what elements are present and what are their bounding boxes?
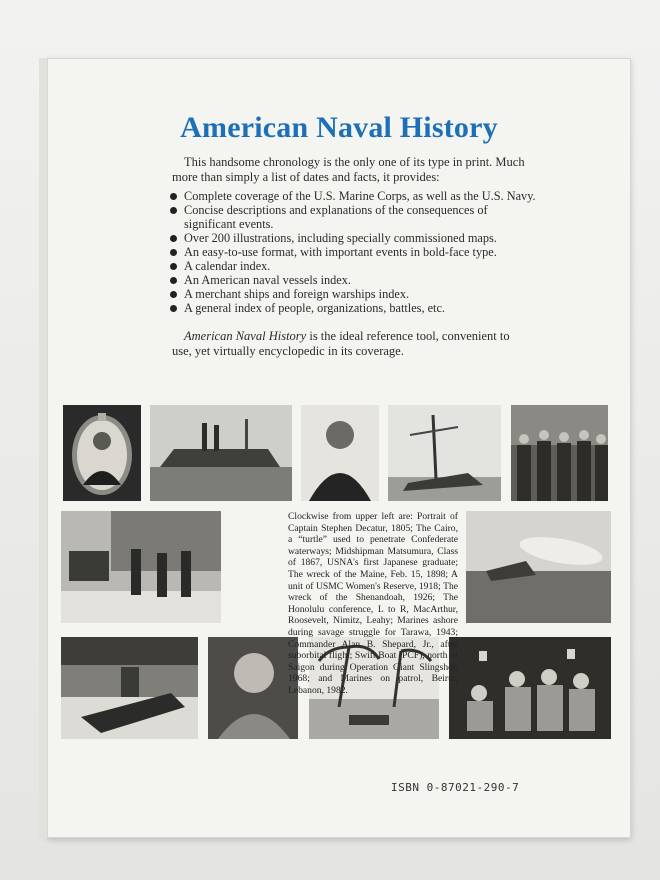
bullet-icon — [170, 277, 177, 284]
photo-matsumura — [301, 405, 379, 501]
feature-list — [170, 189, 540, 315]
book-title: American Naval History — [180, 111, 498, 144]
feature-item: Complete coverage of the U.S. Marine Corps, as well as the U.S. Navy. — [170, 189, 540, 203]
feature-item: A general index of people, organizations, battles, etc. — [170, 301, 540, 315]
bullet-icon — [170, 291, 177, 298]
closing-paragraph — [172, 329, 532, 359]
bullet-icon — [170, 263, 177, 270]
photo-beirut-patrol — [61, 511, 221, 623]
photo-cairo-turtle — [150, 405, 292, 501]
photo-maine-wreck — [388, 405, 501, 501]
bullet-icon — [170, 235, 177, 242]
feature-item: A calendar index. — [170, 259, 540, 273]
closing-text: is the ideal reference tool, convenient to use, yet virtually encyclopedic in its coverage. — [172, 329, 510, 358]
feature-item: Over 200 illustrations, including specially commissioned maps. — [170, 231, 540, 245]
bullet-icon — [170, 305, 177, 312]
isbn-label: ISBN 0-87021-290-7 — [391, 781, 520, 794]
closing-book-title: American Naval History — [184, 329, 307, 343]
bullet-icon — [170, 207, 177, 214]
photo-caption: Clockwise from upper left are: Portrait of Captain Stephen Decatur, 1805; The Cairo, a “turtle” used to penetrate Confederate waterways; Midshipman Matsumura, Class of 1867, USNA's first Japanese graduate; The wreck of the Maine, Feb. 15, 1898; A unit of USMC Women's Reserve, 1918; The wreck of the Shenandoah, 1926; The Honolulu conference, L to R, MacArthur, Roosevelt, Nimitz, Leahy; Marines ashore during savage struggle for Tarawa, 1943; Commander Alan B. Shepard, Jr., after suborbital flight; Swift Boat (PCF), north of Saigon during Operation Giant Slingshot, 1968; and Marines on patrol, Beirut, Lebanon, 1982. — [288, 511, 458, 696]
book-back-cover — [47, 58, 631, 838]
bullet-icon — [170, 193, 177, 200]
feature-item: Concise descriptions and explanations of the consequences of significant events. — [170, 203, 540, 231]
photo-decatur-portrait — [63, 405, 141, 501]
intro-text: This handsome chronology is the only one of its type in print. Much more than simply a list of dates and facts, it provides: — [172, 155, 525, 184]
photo-swift-boat — [61, 637, 198, 739]
feature-item: An American naval vessels index. — [170, 273, 540, 287]
intro-paragraph — [172, 155, 532, 185]
feature-item: A merchant ships and foreign warships index. — [170, 287, 540, 301]
bullet-icon — [170, 249, 177, 256]
feature-item: An easy-to-use format, with important events in bold-face type. — [170, 245, 540, 259]
photo-shepard — [208, 637, 298, 739]
photo-shenandoah-wreck — [466, 511, 611, 623]
photo-honolulu-conference — [449, 637, 611, 739]
photo-women-reserve — [511, 405, 608, 501]
